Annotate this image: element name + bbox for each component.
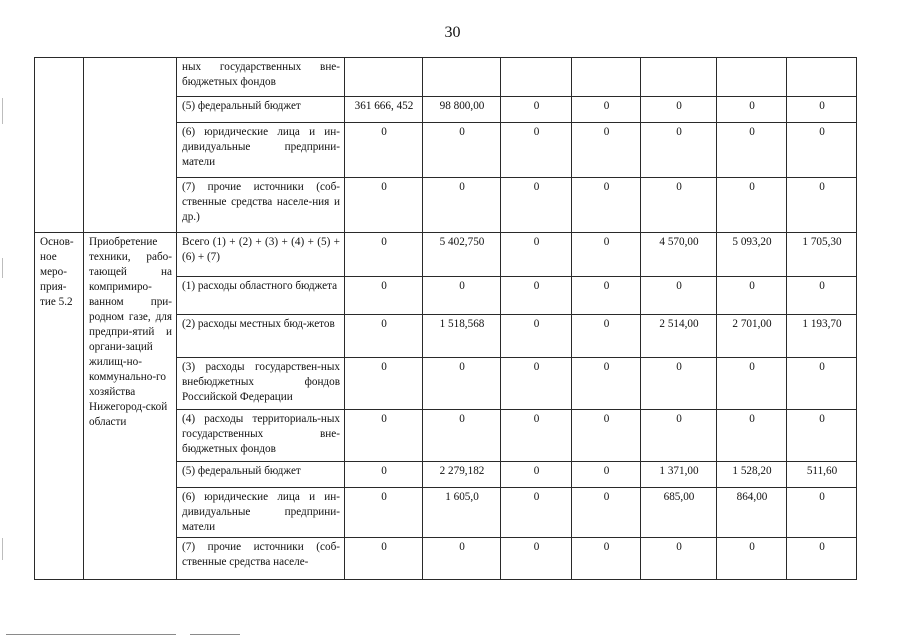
- value-cell: 0: [572, 410, 641, 462]
- table-row: [35, 58, 857, 97]
- value-cell: 0: [717, 123, 787, 178]
- value-cell: 2 701,00: [717, 315, 787, 358]
- value-cell: 511,60: [787, 462, 857, 488]
- value-cell: 685,00: [641, 488, 717, 538]
- value-cell: 0: [501, 178, 572, 233]
- value-cell: 0: [501, 97, 572, 123]
- source-label: (4) расходы территориаль-ных государственных вне-бюджетных фондов: [177, 410, 345, 462]
- footer-rule: [190, 634, 240, 635]
- value-cell: 0: [423, 410, 501, 462]
- value-cell: 361 666, 452: [345, 97, 423, 123]
- value-cell: 0: [787, 97, 857, 123]
- value-cell: 5 402,750: [423, 233, 501, 277]
- value-cell: 0: [501, 462, 572, 488]
- value-cell: 0: [501, 123, 572, 178]
- prev-title-cell: [84, 58, 177, 233]
- scan-edge-mark: [2, 538, 3, 560]
- value-cell: 0: [345, 410, 423, 462]
- value-cell: [423, 58, 501, 97]
- value-cell: 5 093,20: [717, 233, 787, 277]
- value-cell: 0: [641, 97, 717, 123]
- value-cell: 0: [717, 410, 787, 462]
- value-cell: 0: [572, 277, 641, 315]
- value-cell: 0: [501, 233, 572, 277]
- value-cell: 0: [423, 277, 501, 315]
- prev-code-cell: [35, 58, 84, 233]
- value-cell: 0: [787, 277, 857, 315]
- value-cell: 0: [717, 538, 787, 580]
- source-label: (6) юридические лица и ин-дивидуальные предприни-матели: [177, 488, 345, 538]
- source-label: ных государственных вне-бюджетных фондов: [177, 58, 345, 97]
- value-cell: 0: [641, 538, 717, 580]
- value-cell: 0: [345, 488, 423, 538]
- value-cell: 2 514,00: [641, 315, 717, 358]
- value-cell: 0: [501, 538, 572, 580]
- value-cell: [572, 58, 641, 97]
- source-label: (5) федеральный бюджет: [177, 462, 345, 488]
- source-label: (5) федеральный бюджет: [177, 97, 345, 123]
- value-cell: 0: [572, 538, 641, 580]
- source-label: Всего (1) + (2) + (3) + (4) + (5) + (6) + (7): [177, 233, 345, 277]
- value-cell: 0: [345, 315, 423, 358]
- value-cell: [501, 58, 572, 97]
- value-cell: 0: [345, 462, 423, 488]
- table-row: [35, 233, 857, 277]
- value-cell: 0: [572, 178, 641, 233]
- value-cell: 0: [717, 277, 787, 315]
- value-cell: [717, 58, 787, 97]
- value-cell: 0: [501, 410, 572, 462]
- value-cell: 0: [572, 233, 641, 277]
- source-label: (7) прочие источники (соб-ственные средства населе-: [177, 538, 345, 580]
- value-cell: 0: [787, 410, 857, 462]
- value-cell: 0: [572, 358, 641, 410]
- value-cell: 0: [345, 358, 423, 410]
- value-cell: 0: [572, 97, 641, 123]
- value-cell: 0: [423, 123, 501, 178]
- page-number: 30: [444, 24, 461, 41]
- value-cell: 1 528,20: [717, 462, 787, 488]
- value-cell: 1 705,30: [787, 233, 857, 277]
- source-label: (2) расходы местных бюд-жетов: [177, 315, 345, 358]
- value-cell: 0: [787, 178, 857, 233]
- value-cell: 0: [501, 315, 572, 358]
- value-cell: 0: [345, 233, 423, 277]
- value-cell: 0: [572, 462, 641, 488]
- source-label: (6) юридические лица и ин-дивидуальные предприни-матели: [177, 123, 345, 178]
- value-cell: 1 518,568: [423, 315, 501, 358]
- value-cell: 0: [641, 178, 717, 233]
- value-cell: 0: [787, 358, 857, 410]
- value-cell: 0: [572, 123, 641, 178]
- value-cell: 0: [641, 277, 717, 315]
- value-cell: 1 605,0: [423, 488, 501, 538]
- value-cell: 0: [717, 97, 787, 123]
- value-cell: [787, 58, 857, 97]
- value-cell: 0: [345, 178, 423, 233]
- value-cell: 864,00: [717, 488, 787, 538]
- value-cell: 0: [345, 123, 423, 178]
- value-cell: 1 371,00: [641, 462, 717, 488]
- value-cell: [345, 58, 423, 97]
- source-label: (3) расходы государствен-ных внебюджетных фондов Российской Федерации: [177, 358, 345, 410]
- value-cell: 0: [572, 488, 641, 538]
- value-cell: 0: [423, 358, 501, 410]
- value-cell: 2 279,182: [423, 462, 501, 488]
- value-cell: 0: [641, 123, 717, 178]
- value-cell: 98 800,00: [423, 97, 501, 123]
- scan-edge-mark: [2, 258, 3, 278]
- value-cell: 0: [787, 488, 857, 538]
- funding-table: [34, 57, 857, 580]
- value-cell: 0: [423, 178, 501, 233]
- source-label: (1) расходы областного бюджета: [177, 277, 345, 315]
- measure-code: Основ-ное меро-прия-тие 5.2: [35, 233, 84, 580]
- value-cell: 0: [641, 358, 717, 410]
- value-cell: 0: [641, 410, 717, 462]
- value-cell: 0: [501, 358, 572, 410]
- value-cell: 0: [501, 277, 572, 315]
- measure-title: Приобретение техники, рабо-тающей на компримиро-ванном при-родном газе, для предпри-ятий и органи-заций жилищ-но-коммунально-го хозяйства Нижегород-ской области: [84, 233, 177, 580]
- footer-rule: [6, 634, 176, 635]
- value-cell: 0: [345, 538, 423, 580]
- value-cell: 0: [717, 358, 787, 410]
- value-cell: 0: [423, 538, 501, 580]
- source-label: (7) прочие источники (соб-ственные средства населе-ния и др.): [177, 178, 345, 233]
- value-cell: 1 193,70: [787, 315, 857, 358]
- value-cell: 4 570,00: [641, 233, 717, 277]
- value-cell: 0: [572, 315, 641, 358]
- value-cell: 0: [717, 178, 787, 233]
- value-cell: 0: [345, 277, 423, 315]
- scan-edge-mark: [2, 98, 3, 124]
- value-cell: 0: [501, 488, 572, 538]
- value-cell: 0: [787, 538, 857, 580]
- value-cell: 0: [787, 123, 857, 178]
- table-body: [35, 58, 857, 580]
- value-cell: [641, 58, 717, 97]
